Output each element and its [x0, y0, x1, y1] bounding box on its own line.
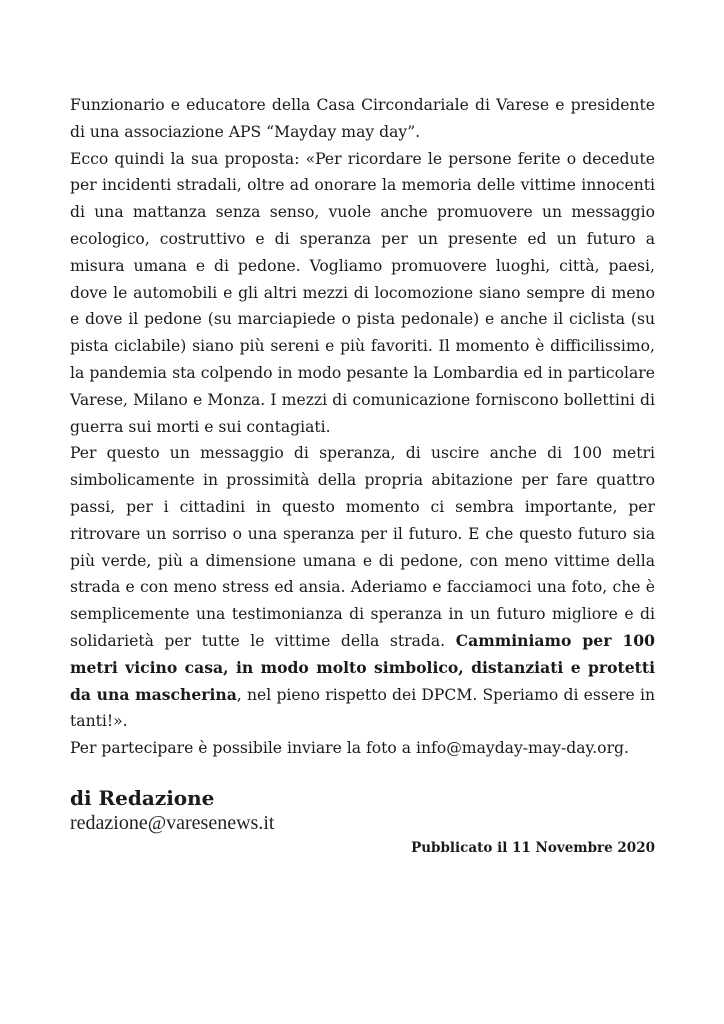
article [70, 92, 655, 857]
paragraph-message-end: , nel pieno rispetto dei DPCM. Speriamo di essere in tanti!». [70, 685, 655, 731]
paragraph-proposal: Ecco quindi la sua proposta: «Per ricordare le persone ferite o decedute per incidenti stradali, oltre ad onorare la memoria delle vittime innocenti di una mattanza senza senso, vuole anche promuovere un messaggio ecologico, costruttivo e di speranza per un presente ed un futuro a misura umana e di pedone. Vogliamo promuovere luoghi, città, paesi, dove le automobili e gli altri mezzi di locomozione siano sempre di meno e dove il pedone (su marciapiede o pista pedonale) e anche il ciclista (su pista ciclabile) siano più sereni e più favoriti. Il momento è difficilissimo, la pandemia sta colpendo in modo pesante la Lombardia ed in particolare Varese, Milano e Monza. I mezzi di comunicazione forniscono bollettini di guerra sui morti e sui contagiati. [70, 149, 655, 436]
publication-date: Pubblicato il 11 Novembre 2020 [411, 839, 655, 856]
author-email[interactable]: redazione@varesenews.it [70, 811, 275, 834]
author-name: di Redazione [70, 785, 215, 810]
bold-highlight: Camminiamo per 100 metri vicino casa, in modo molto simbolico, distanziati e protetti da una mascherina [70, 630, 656, 704]
article-body [70, 92, 655, 762]
byline [70, 786, 655, 857]
paragraph-message [70, 440, 655, 735]
paragraph-intro: Funzionario e educatore della Casa Circondariale di Varese e presidente di una associazione APS “Mayday may day”. [70, 96, 655, 141]
paragraph-message-text: Per questo un messaggio di speranza, di uscire anche di 100 metri simbolicamente in prossimità della propria abitazione per fare quattro passi, per i cittadini in questo momento ci sembra importante, per ritrovare un sorriso o una speranza per il futuro. E che questo futuro sia più verde, più a dimensione umana e di pedone, con meno vittime della strada e con meno stress ed ansia. Aderiamo e facciamoci una foto, che è semplicemente una testimonianza di speranza in un futuro migliore e di solidarietà per tutte le vittime della strada. [70, 444, 655, 650]
paragraph-participate: Per partecipare è possibile inviare la foto a info@mayday-may-day.org. [70, 739, 629, 758]
